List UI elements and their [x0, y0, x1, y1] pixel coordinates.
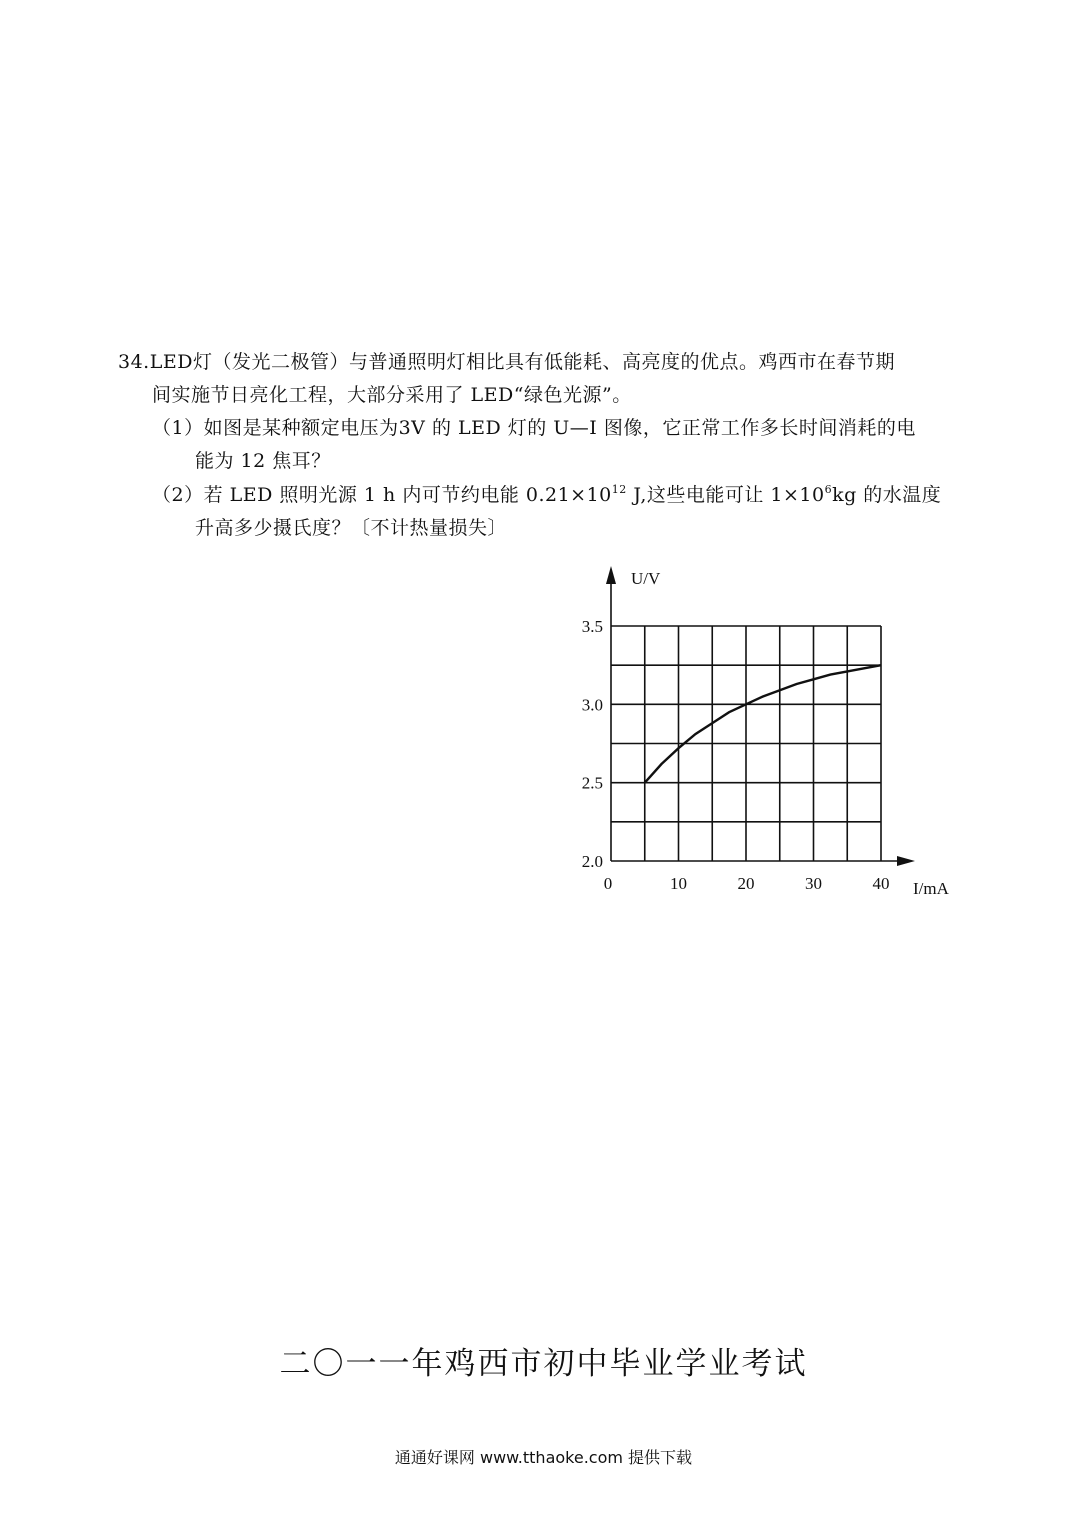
chart-y-axis-label: U/V	[631, 569, 661, 588]
x-tick-label: 40	[872, 874, 890, 893]
x-axis-arrow	[897, 856, 915, 866]
download-source-note: 通通好课网 www.tthaoke.com 提供下载	[394, 1448, 693, 1467]
chart-ticks	[582, 617, 890, 893]
chart-grid	[611, 626, 881, 861]
y-tick-label: 3.5	[581, 617, 603, 636]
part2-exponent-2: 6	[824, 483, 833, 496]
question-part2-line1	[152, 481, 941, 509]
part2-text-a: （2）若 LED 照明光源 1 h 内可节约电能 0.21×10	[152, 484, 612, 506]
x-tick-label: 10	[670, 874, 687, 893]
question-intro-line1	[118, 348, 895, 376]
u-i-chart	[565, 560, 975, 905]
question-part1-line1: （1）如图是某种额定电压为3V 的 LED 灯的 U—I 图像，它正常工作多长时间消耗的电	[152, 417, 916, 439]
chart-series-line	[645, 665, 881, 783]
y-tick-label: 3.0	[581, 695, 603, 715]
exam-title: 二〇一一年鸡西市初中毕业学业考试	[279, 1346, 808, 1382]
part2-text-b: J,这些电能可让 1×10	[626, 484, 825, 506]
x-tick-label: 0	[603, 874, 613, 893]
question-intro-text: LED灯（发光二极管）与普通照明灯相比具有低能耗、高亮度的优点。鸡西市在春节期	[149, 351, 895, 373]
x-tick-label: 20	[737, 874, 755, 893]
y-tick-label: 2.5	[581, 773, 603, 793]
part2-text-c: kg 的水温度	[832, 484, 942, 506]
question-intro-line2: 间实施节日亮化工程，大部分采用了 LED“绿色光源”。	[152, 384, 632, 406]
x-tick-label: 30	[805, 874, 822, 893]
y-axis-arrow	[606, 566, 616, 584]
question-part2-line2: 升高多少摄氏度？〔不计热量损失〕	[195, 517, 508, 539]
chart-x-axis-label: I/mA	[913, 879, 949, 898]
question-part1-line2: 能为 12 焦耳？	[195, 450, 331, 472]
chart-axes	[606, 566, 915, 866]
part2-exponent-1: 12	[611, 483, 627, 496]
question-number: 34.	[118, 351, 150, 373]
y-tick-label: 2.0	[581, 852, 603, 871]
